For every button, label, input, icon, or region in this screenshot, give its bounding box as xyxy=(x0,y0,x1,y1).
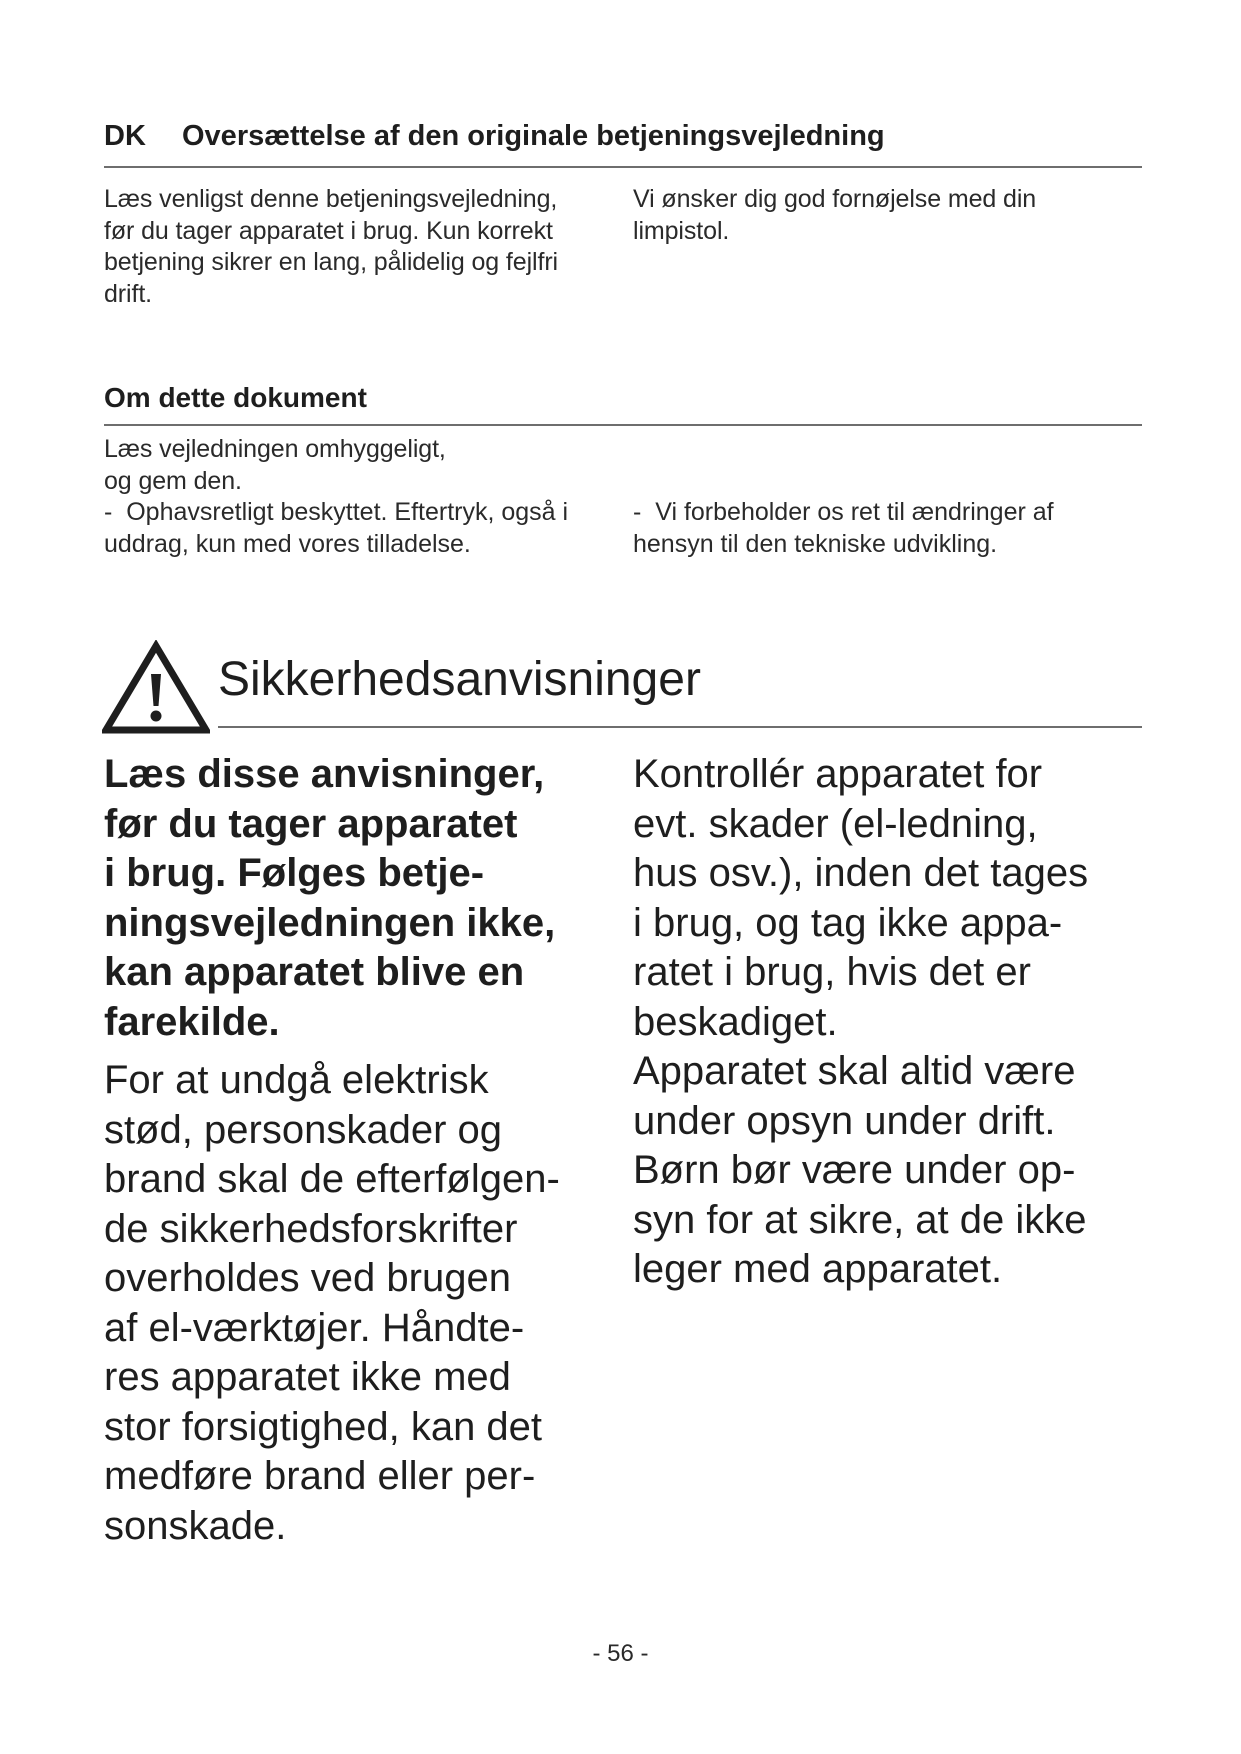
text-line: stor forsigtighed, kan det xyxy=(104,1404,543,1449)
document-section-rule xyxy=(104,424,1142,426)
text-line: hus osv.), inden det tages xyxy=(633,851,1089,895)
text-line: Læs disse anvisninger, xyxy=(104,752,545,796)
language-code: DK xyxy=(104,120,146,152)
copyright-notice xyxy=(104,497,644,560)
text-line: uddrag, kun med vores tilladelse. xyxy=(104,529,471,558)
text-line: leger med apparatet. xyxy=(633,1247,1003,1291)
text-line: evt. skader (el-ledning, xyxy=(633,801,1038,846)
text-line: Vi ønsker dig god fornøjelse med din xyxy=(633,185,1037,213)
intro-right-text xyxy=(633,184,1143,247)
text-line: under opsyn under drift. xyxy=(633,1098,1056,1143)
text-line: medføre brand eller per- xyxy=(104,1454,536,1498)
safety-warning-bold xyxy=(104,750,624,1047)
text-line: res apparatet ikke med xyxy=(104,1355,511,1399)
text-line: farekilde. xyxy=(104,999,280,1044)
text-line: For at undgå elektrisk xyxy=(104,1058,489,1102)
document-section-title: Om dette dokument xyxy=(104,382,367,413)
text-line: stød, personskader og xyxy=(104,1107,502,1152)
text-line: af el-værktøjer. Håndte- xyxy=(104,1305,525,1350)
header-title: Oversættelse af den originale betjeningsvejledning xyxy=(182,120,885,152)
text-line: Apparatet skal altid være xyxy=(633,1049,1076,1093)
intro-left-text xyxy=(104,184,624,310)
document-lead-text xyxy=(104,434,624,497)
text-line: hensyn til den tekniske udvikling. xyxy=(633,529,998,558)
text-line: i brug. Følges betje- xyxy=(104,851,485,895)
text-line: Kontrollér apparatet for xyxy=(633,752,1043,796)
text-line: Læs vejledningen omhyggeligt, xyxy=(104,435,446,463)
text-line: syn for at sikre, at de ikke xyxy=(633,1197,1087,1242)
text-line: før du tager apparatet i brug. Kun korrekt xyxy=(104,216,553,245)
header-rule xyxy=(104,166,1142,168)
changes-notice xyxy=(633,497,1163,560)
text-line: sonskade. xyxy=(104,1503,287,1548)
page-number: - 56 - xyxy=(592,1640,649,1667)
page-header xyxy=(104,120,1144,153)
text-line: ratet i brug, hvis det er xyxy=(633,950,1031,994)
safety-left-text xyxy=(104,1056,624,1551)
text-line: Børn bør være under op- xyxy=(633,1148,1076,1192)
text-line: - Ophavsretligt beskyttet. Eftertryk, også i xyxy=(104,498,569,526)
safety-section-rule xyxy=(218,726,1142,728)
safety-right-text xyxy=(633,750,1143,1295)
text-line: Læs venligst denne betjeningsvejledning, xyxy=(104,185,558,213)
text-line: i brug, og tag ikke appa- xyxy=(633,900,1063,945)
text-line: overholdes ved brugen xyxy=(104,1256,511,1300)
text-line: kan apparatet blive en xyxy=(104,950,525,994)
warning-triangle-icon xyxy=(102,640,210,736)
text-line: brand skal de efterfølgen- xyxy=(104,1157,560,1201)
text-line: før du tager apparatet xyxy=(104,801,518,846)
text-line: de sikkerhedsforskrifter xyxy=(104,1206,518,1251)
text-line: - Vi forbeholder os ret til ændringer af xyxy=(633,498,1054,526)
text-line: og gem den. xyxy=(104,466,242,495)
text-line: drift. xyxy=(104,279,153,308)
dash-bullet: - xyxy=(104,498,113,526)
text-line: limpistol. xyxy=(633,216,730,245)
text-line: betjening sikrer en lang, pålidelig og fejlfri xyxy=(104,248,559,276)
text-line: ningsvejledningen ikke, xyxy=(104,900,556,945)
dash-bullet: - xyxy=(633,498,642,526)
text-line: beskadiget. xyxy=(633,999,838,1044)
safety-section-title: Sikkerhedsanvisninger xyxy=(218,653,701,706)
